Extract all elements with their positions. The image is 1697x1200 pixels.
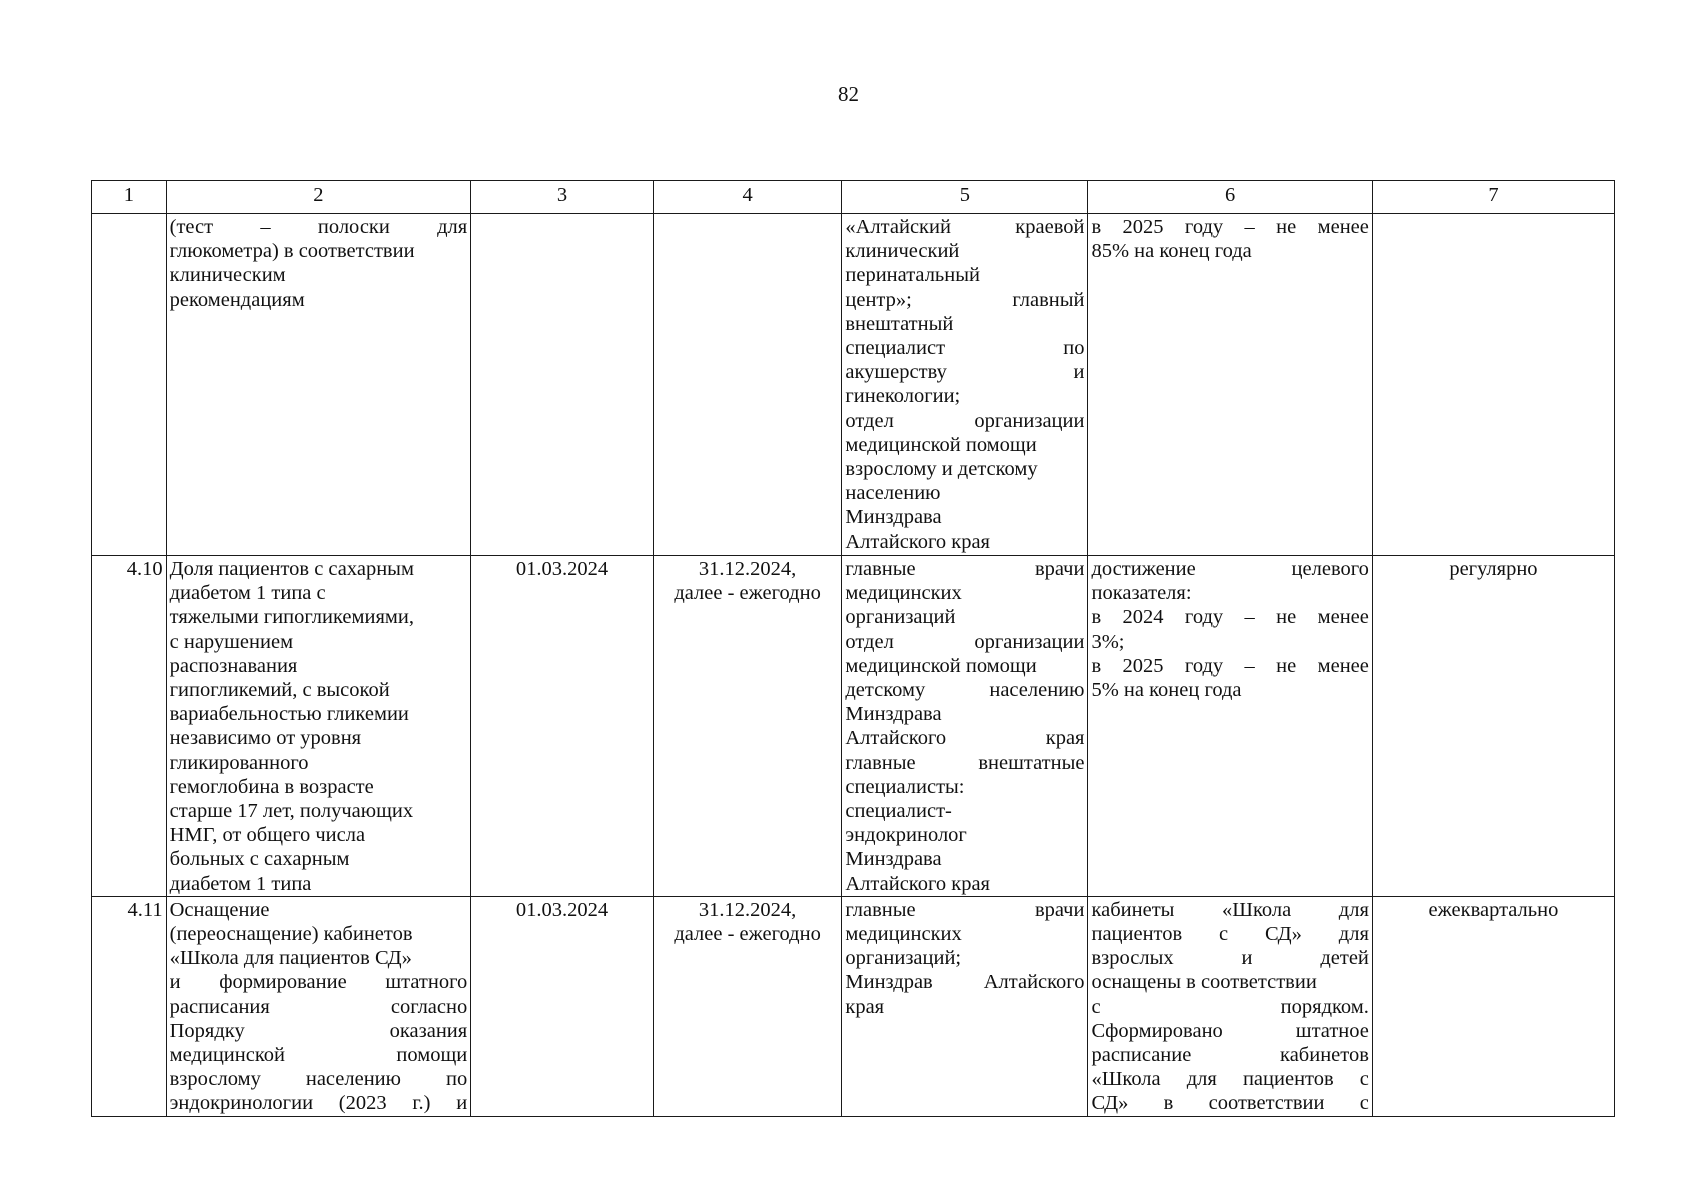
responsible-cell-line: отдел организации — [845, 409, 1085, 432]
description-cell-line: клиническим — [169, 264, 286, 287]
responsible-cell-line: организаций — [845, 606, 956, 629]
description-cell-line: НМГ, от общего числа — [169, 824, 366, 847]
responsible-cell-line: Алтайского края — [845, 727, 1085, 750]
start-date-cell — [471, 214, 654, 556]
responsible-cell-line: края — [845, 995, 885, 1018]
description-cell — [166, 556, 471, 897]
row-number-cell — [92, 214, 167, 556]
end-date-cell-line: далее - ежегодно — [674, 923, 821, 946]
page-number: 82 — [838, 82, 859, 106]
result-cell-line: в 2025 году – не менее — [1091, 654, 1369, 677]
responsible-cell-line: эндокринолог — [845, 824, 967, 847]
responsible-cell-line: Минздрава — [845, 506, 942, 529]
responsible-cell-line: «Алтайский краевой — [845, 216, 1085, 238]
responsible-cell-line: медицинской помощи — [845, 433, 1037, 456]
result-cell — [1088, 896, 1372, 1116]
description-cell — [166, 896, 471, 1116]
responsible-cell-line: населению — [845, 482, 941, 505]
responsible-cell-line: медицинских — [845, 582, 962, 605]
description-cell-line: независимо от уровня — [169, 727, 362, 750]
description-cell-line: медицинской помощи — [169, 1044, 468, 1067]
result-cell-line: оснащены в соответствии — [1091, 971, 1317, 994]
end-date-cell — [653, 214, 842, 556]
responsible-cell-line: клинический — [845, 240, 960, 263]
description-cell-line: гликированного — [169, 751, 309, 774]
responsible-cell — [842, 214, 1088, 556]
responsible-cell-line: внештатный — [845, 312, 954, 335]
end-date-cell — [653, 896, 842, 1116]
description-cell-line: Оснащение — [169, 898, 270, 921]
table-row — [92, 896, 1615, 1116]
result-cell-line: Сформировано штатное — [1091, 1019, 1369, 1042]
result-cell-line: с порядком. — [1091, 995, 1369, 1018]
result-cell-line: расписание кабинетов — [1091, 1044, 1369, 1067]
description-cell-line: с нарушением — [169, 630, 294, 653]
result-cell — [1088, 214, 1372, 556]
header-row — [92, 181, 1615, 214]
responsible-cell-line: Минздрава — [845, 848, 942, 871]
responsible-cell-line: Алтайского края — [845, 872, 990, 895]
description-cell-line: «Школа для пациентов СД» — [169, 947, 412, 970]
result-cell — [1088, 556, 1372, 897]
description-cell-line: тяжелыми гипогликемиями, — [169, 606, 414, 629]
header-cell: 7 — [1372, 181, 1614, 214]
end-date-cell — [653, 556, 842, 897]
responsible-cell-line: гинекологии; — [845, 385, 961, 408]
header-cell: 1 — [92, 181, 167, 214]
description-cell-line: гипогликемий, с высокой — [169, 679, 390, 702]
description-cell-line: гемоглобина в возрасте — [169, 775, 374, 798]
responsible-cell-line: главные врачи — [845, 558, 1085, 580]
result-cell-line: 3%; — [1091, 630, 1125, 653]
end-date-cell-line: 31.12.2024, — [698, 898, 797, 921]
responsible-cell-line: Минздрава — [845, 703, 942, 726]
result-cell-line: «Школа для пациентов с — [1091, 1068, 1369, 1091]
result-cell-line: 5% на конец года — [1091, 679, 1242, 702]
description-cell-line: (переоснащение) кабинетов — [169, 923, 413, 946]
result-cell-line: достижение целевого — [1091, 558, 1369, 580]
header-cell: 2 — [166, 181, 471, 214]
description-cell-line: эндокринологии (2023 г.) и — [169, 1092, 468, 1115]
responsible-cell-line: медицинской помощи — [845, 654, 1037, 677]
frequency-cell: ежеквартально — [1372, 896, 1614, 1116]
result-cell-line: 85% на конец года — [1091, 240, 1252, 263]
description-cell-line: диабетом 1 типа с — [169, 582, 326, 605]
responsible-cell-line: организаций; — [845, 947, 962, 970]
result-cell-line: показателя: — [1091, 582, 1192, 605]
description-cell-line: и формирование штатного — [169, 971, 468, 994]
responsible-cell-line: центр»; главный — [845, 288, 1085, 311]
description-cell-line: распознавания — [169, 654, 298, 677]
result-cell-line: пациентов с СД» для — [1091, 923, 1369, 946]
end-date-cell-line: 31.12.2024, — [698, 558, 797, 580]
responsible-cell-line: перинатальный — [845, 264, 980, 287]
description-cell-line: глюкометра) в соответствии — [169, 240, 415, 263]
table-row — [92, 556, 1615, 897]
responsible-cell-line: взрослому и детскому — [845, 458, 1038, 481]
responsible-cell-line: специалисты: — [845, 775, 965, 798]
description-cell-line: Порядку оказания — [169, 1019, 468, 1042]
plan-table — [91, 180, 1615, 1117]
result-cell-line: в 2025 году – не менее — [1091, 216, 1369, 238]
responsible-cell-line: Алтайского края — [845, 530, 990, 553]
header-cell: 3 — [471, 181, 654, 214]
result-cell-line: СД» в соответствии с — [1091, 1092, 1369, 1115]
description-cell-line: диабетом 1 типа — [169, 872, 312, 895]
frequency-cell: регулярно — [1372, 556, 1614, 897]
row-number-cell: 4.10 — [92, 556, 167, 897]
description-cell — [166, 214, 471, 556]
description-cell-line: больных с сахарным — [169, 848, 350, 871]
description-cell-line: расписания согласно — [169, 995, 468, 1018]
responsible-cell-line: акушерству и — [845, 361, 1085, 384]
header-cell: 4 — [653, 181, 842, 214]
responsible-cell — [842, 556, 1088, 897]
header-cell: 5 — [842, 181, 1088, 214]
result-cell-line: кабинеты «Школа для — [1091, 898, 1369, 921]
description-cell-line: Доля пациентов с сахарным — [169, 558, 414, 580]
description-cell-line: (тест – полоски для — [169, 216, 468, 238]
start-date-cell: 01.03.2024 — [471, 556, 654, 897]
frequency-cell — [1372, 214, 1614, 556]
responsible-cell-line: главные врачи — [845, 898, 1085, 921]
table-row — [92, 214, 1615, 556]
description-cell-line: старше 17 лет, получающих — [169, 800, 414, 823]
responsible-cell-line: специалист по — [845, 337, 1085, 360]
result-cell-line: взрослых и детей — [1091, 947, 1369, 970]
row-number-cell: 4.11 — [92, 896, 167, 1116]
responsible-cell-line: специалист- — [845, 800, 952, 823]
responsible-cell-line: детскому населению — [845, 679, 1085, 702]
responsible-cell-line: Минздрав Алтайского — [845, 971, 1085, 994]
description-cell-line: взрослому населению по — [169, 1068, 468, 1091]
description-cell-line: вариабельностью гликемии — [169, 703, 409, 726]
responsible-cell — [842, 896, 1088, 1116]
end-date-cell-line: далее - ежегодно — [674, 582, 821, 605]
header-cell: 6 — [1088, 181, 1372, 214]
start-date-cell: 01.03.2024 — [471, 896, 654, 1116]
responsible-cell-line: отдел организации — [845, 630, 1085, 653]
result-cell-line: в 2024 году – не менее — [1091, 606, 1369, 629]
description-cell-line: рекомендациям — [169, 288, 305, 311]
responsible-cell-line: главные внештатные — [845, 751, 1085, 774]
responsible-cell-line: медицинских — [845, 923, 962, 946]
